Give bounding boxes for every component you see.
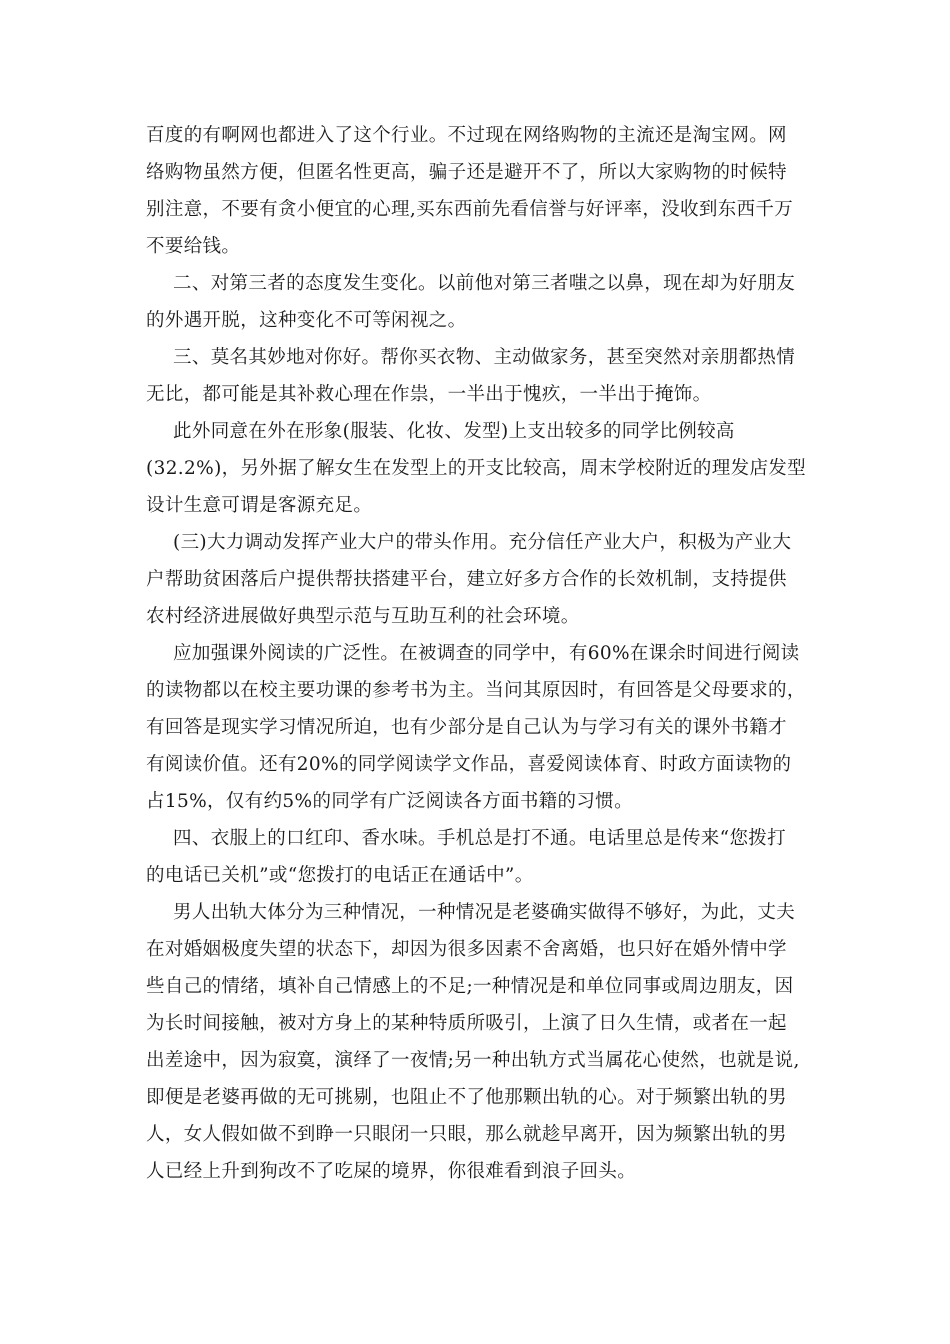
text-line: 占15%，仅有约5%的同学有广泛阅读各方面书籍的习惯。: [146, 791, 633, 812]
text-line: 二、对第三者的态度发生变化。以前他对第三者嗤之以鼻，现在却为好朋友: [173, 273, 796, 294]
text-line: 人，女人假如做不到睁一只眼闭一只眼，那么就趁早离开，因为频繁出轨的男: [146, 1124, 787, 1145]
text-line: 人已经上升到狗改不了吃屎的境界，你很难看到浪子回头。: [146, 1161, 637, 1182]
text-line: 些自己的情绪，填补自己情感上的不足;一种情况是和单位同事或周边朋友，因: [146, 976, 794, 997]
text-line: 无比，都可能是其补救心理在作祟，一半出于愧疚，一半出于掩饰。: [146, 384, 712, 405]
text-line: 此外同意在外在形象(服装、化妆、发型)上支出较多的同学比例较高: [173, 421, 735, 442]
text-line: 男人出轨大体分为三种情况，一种情况是老婆确实做得不够好，为此，丈夫: [173, 902, 796, 923]
text-line: 别注意，不要有贪小便宜的心理,买东西前先看信誉与好评率，没收到东西千万: [146, 199, 794, 220]
text-line: 有回答是现实学习情况所迫，也有少部分是自己认为与学习有关的课外书籍才: [146, 717, 787, 738]
text-line: 有阅读价值。还有20%的同学阅读学文作品，喜爱阅读体育、时政方面读物的: [146, 754, 792, 775]
text-line: 四、衣服上的口红印、香水味。手机总是打不通。电话里总是传来“您拨打: [173, 828, 787, 849]
text-line: 应加强课外阅读的广泛性。在被调查的同学中，有60%在课余时间进行阅读: [173, 643, 800, 664]
text-line: 即便是老婆再做的无可挑剔，也阻止不了他那颗出轨的心。对于频繁出轨的男: [146, 1087, 787, 1108]
text-line: 百度的有啊网也都进入了这个行业。不过现在网络购物的主流还是淘宝网。网: [146, 125, 787, 146]
text-line: 为长时间接触，被对方身上的某种特质所吸引，上演了日久生情，或者在一起: [146, 1013, 787, 1034]
text-line: 三、莫名其妙地对你好。帮你买衣物、主动做家务，甚至突然对亲朋都热情: [173, 347, 796, 368]
text-line: (32.2%)，另外据了解女生在发型上的开支比较高，周末学校附近的理发店发型: [146, 458, 807, 479]
text-line: 的外遇开脱，这种变化不可等闲视之。: [146, 310, 467, 331]
text-line: 出差途中，因为寂寞，演绎了一夜情;另一种出轨方式当属花心使然，也就是说,: [146, 1050, 800, 1071]
text-line: (三)大力调动发挥产业大户的带头作用。充分信任产业大户，积极为产业大: [173, 532, 792, 553]
text-line: 不要给钱。: [146, 236, 241, 257]
text-line: 络购物虽然方便，但匿名性更高，骗子还是避开不了，所以大家购物的时候特: [146, 162, 787, 183]
text-line: 在对婚姻极度失望的状态下，却因为很多因素不舍离婚，也只好在婚外情中学: [146, 939, 787, 960]
text-line: 的电话已关机”或“您拨打的电话正在通话中”。: [146, 865, 534, 886]
text-line: 户帮助贫困落后户提供帮扶搭建平台，建立好多方合作的长效机制，支持提供: [146, 569, 787, 590]
text-line: 设计生意可谓是客源充足。: [146, 495, 373, 516]
text-line: 的读物都以在校主要功课的参考书为主。当问其原因时，有回答是父母要求的，: [146, 680, 806, 701]
text-line: 农村经济进展做好典型示范与互助互利的社会环境。: [146, 606, 580, 627]
